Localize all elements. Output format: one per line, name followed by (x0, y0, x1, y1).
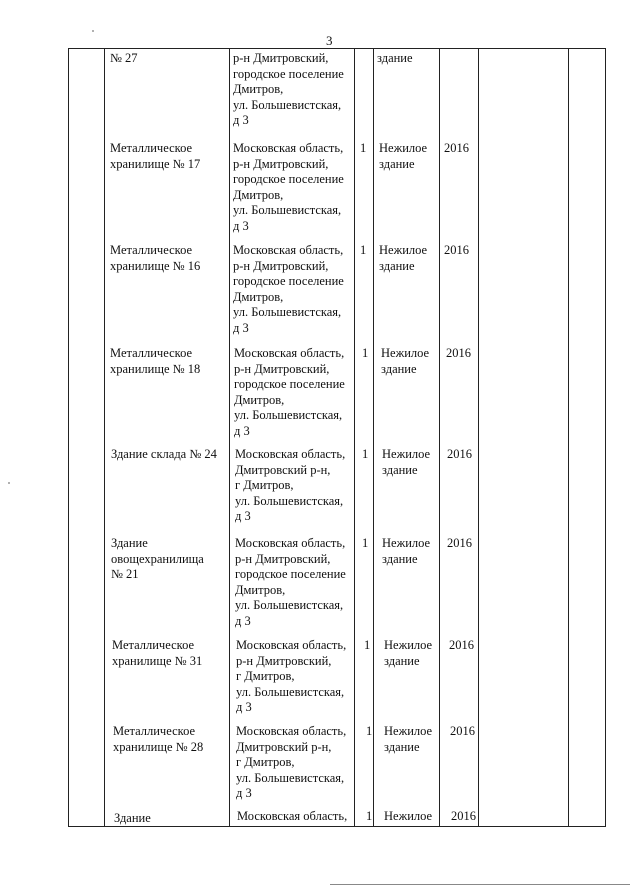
object-address-cell: Московская область, (237, 809, 348, 823)
object-name-cell: Здание склада № 24 (111, 447, 217, 461)
object-address-cell: Московская область, р-н Дмитровский, г Дмитров, ул. Большевистская, д 3 (236, 638, 347, 715)
object-address-cell: Московская область, р-н Дмитровский, городское поселение Дмитров, ул. Большевистская, д 3 (233, 141, 344, 233)
object-address-cell: Московская область, Дмитровский р-н, г Дмитров, ул. Большевистская, д 3 (236, 724, 347, 801)
object-address-cell: Московская область, р-н Дмитровский, городское поселение Дмитров, ул. Большевистская, д 3 (234, 346, 345, 438)
object-name-cell: Металлическое хранилище № 16 (110, 243, 201, 273)
object-type-cell: здание (377, 51, 413, 65)
object-address-cell: Московская область, р-н Дмитровский, городское поселение Дмитров, ул. Большевистская, д 3 (235, 536, 346, 628)
column-divider (104, 48, 105, 827)
object-name-cell: Металлическое хранилище № 31 (112, 638, 203, 668)
object-name-cell: Здание овощехранилища № 21 (111, 536, 204, 582)
object-year-cell: 2016 (447, 536, 472, 550)
object-type-cell: Нежилое здание (381, 346, 430, 376)
object-year-cell: 2016 (444, 141, 469, 155)
object-year-cell: 2016 (444, 243, 469, 257)
object-name-cell: № 27 (110, 51, 138, 65)
page-number: 3 (326, 33, 333, 48)
object-year-cell: 2016 (446, 346, 471, 360)
column-divider (354, 48, 355, 827)
object-name-cell: Здание (114, 811, 151, 825)
column-divider (229, 48, 230, 827)
object-year-cell: 2016 (450, 724, 475, 738)
object-type-cell: Нежилое здание (382, 536, 431, 566)
table-top-border (68, 48, 605, 49)
object-type-cell: Нежилое здание (384, 638, 433, 668)
object-quantity-cell: 1 (360, 243, 367, 257)
object-quantity-cell: 1 (366, 724, 373, 738)
object-type-cell: Нежилое здание (379, 243, 428, 273)
object-type-cell: Нежилое (384, 809, 433, 823)
object-quantity-cell: 1 (364, 638, 371, 652)
object-quantity-cell: 1 (366, 809, 373, 823)
object-year-cell: 2016 (451, 809, 476, 823)
object-name-cell: Металлическое хранилище № 18 (110, 346, 201, 376)
column-divider (68, 48, 69, 827)
object-type-cell: Нежилое здание (382, 447, 431, 477)
object-year-cell: 2016 (449, 638, 474, 652)
object-quantity-cell: 1 (362, 346, 369, 360)
object-quantity-cell: 1 (362, 536, 369, 550)
object-address-cell: р-н Дмитровский, городское поселение Дмитров, ул. Большевистская, д 3 (233, 51, 344, 128)
object-address-cell: Московская область, Дмитровский р-н, г Дмитров, ул. Большевистская, д 3 (235, 447, 346, 524)
object-quantity-cell: 1 (360, 141, 367, 155)
column-divider (478, 48, 479, 827)
object-type-cell: Нежилое здание (384, 724, 433, 754)
object-address-cell: Московская область, р-н Дмитровский, городское поселение Дмитров, ул. Большевистская, д 3 (233, 243, 344, 335)
column-divider (439, 48, 440, 827)
scan-speck (8, 482, 10, 484)
object-name-cell: Металлическое хранилище № 17 (110, 141, 201, 171)
object-name-cell: Металлическое хранилище № 28 (113, 724, 204, 754)
scan-edge-shadow (330, 884, 630, 885)
object-year-cell: 2016 (447, 447, 472, 461)
object-type-cell: Нежилое здание (379, 141, 428, 171)
object-quantity-cell: 1 (362, 447, 369, 461)
scan-speck (92, 30, 94, 32)
column-divider (568, 48, 569, 827)
column-divider (373, 48, 374, 827)
column-divider (605, 48, 606, 827)
